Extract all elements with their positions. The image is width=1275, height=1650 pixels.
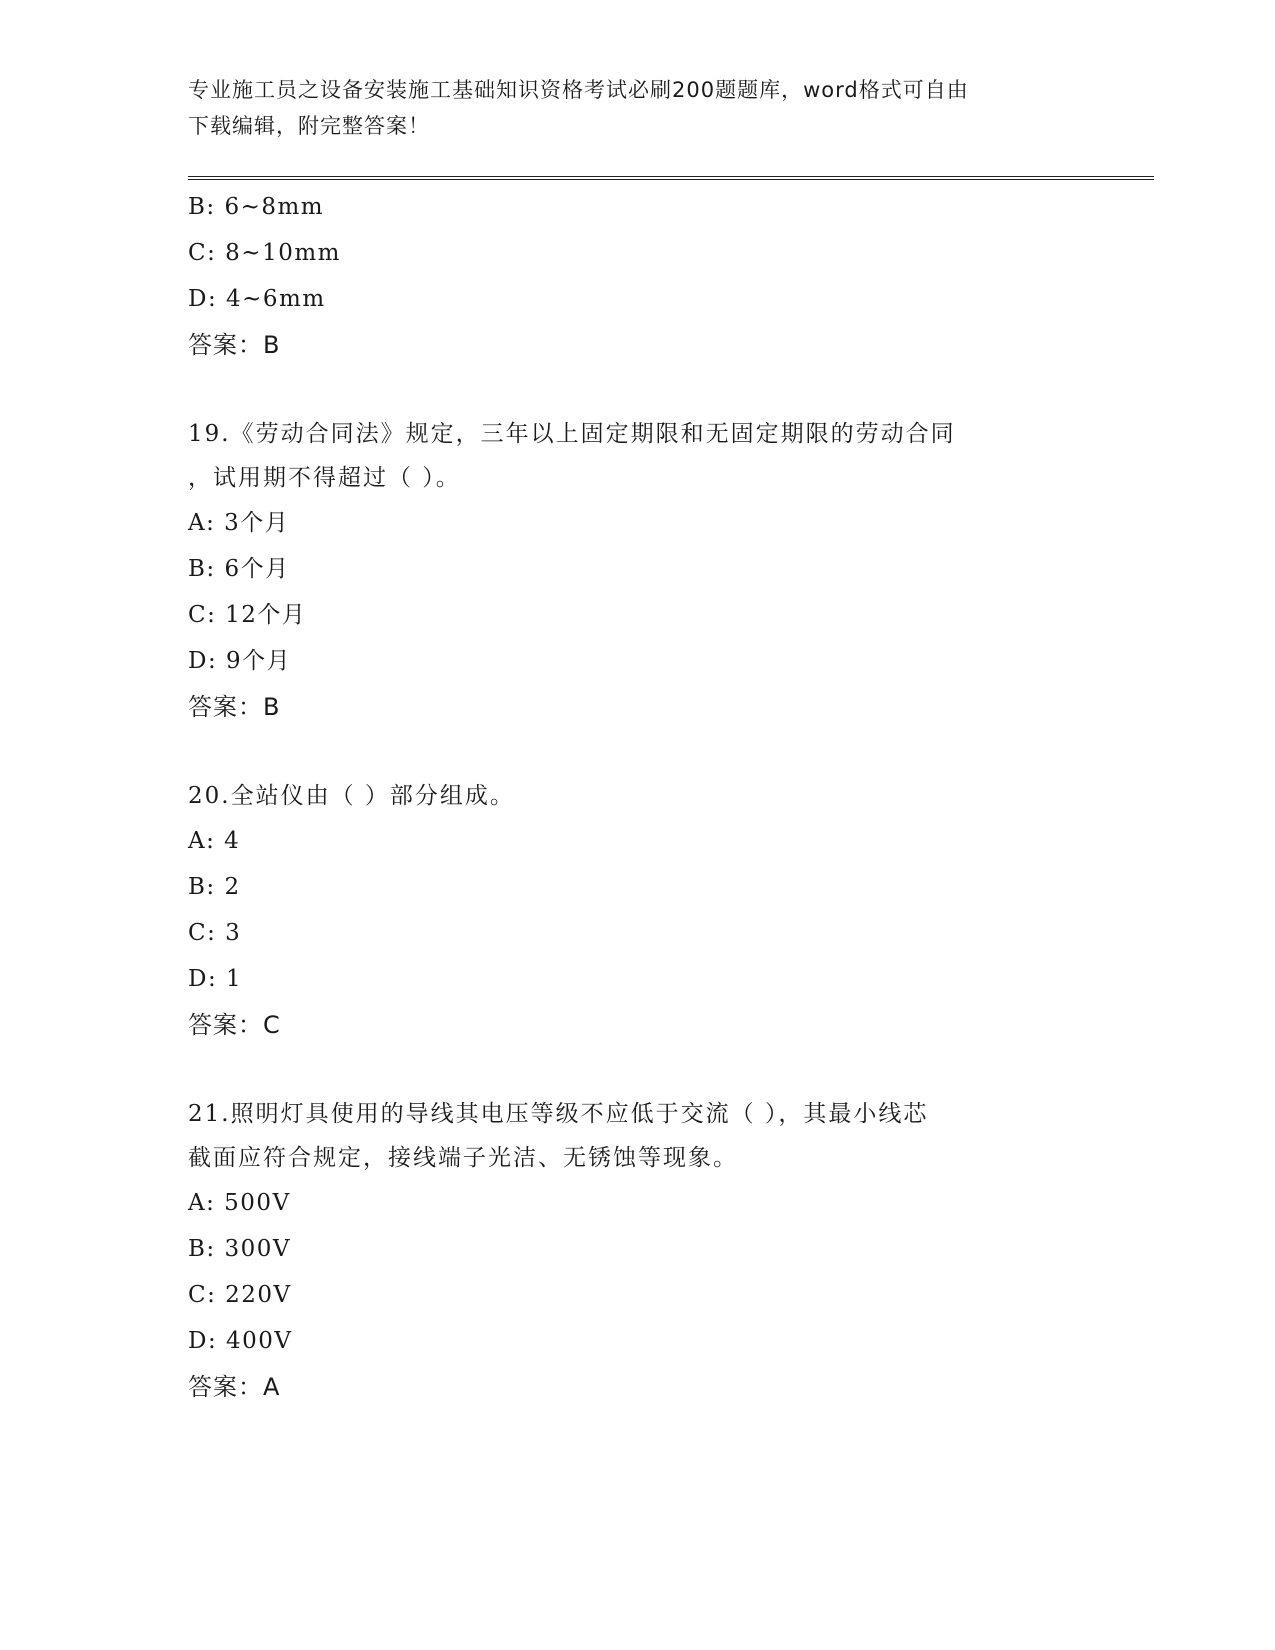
spacer — [188, 730, 1148, 774]
answer: 答案：B — [188, 331, 281, 359]
option-c: C: 12个月 — [188, 602, 307, 628]
option-d: D: 400V — [188, 1328, 293, 1354]
header-line-1: 专业施工员之设备安装施工基础知识资格考试必刷200题题库，word格式可自由 — [188, 78, 969, 102]
spacer — [188, 368, 1148, 412]
option-b: B: 6~8mm — [188, 194, 325, 220]
question-text-line-2: 截面应符合规定，接线端子光洁、无锈蚀等现象。 — [188, 1145, 738, 1171]
header-divider — [188, 176, 1154, 180]
option-d: D: 1 — [188, 966, 243, 992]
option-c: C: 220V — [188, 1282, 292, 1308]
document-header — [188, 72, 1068, 144]
question-text-line-1: 20.全站仪由（ ）部分组成。 — [188, 783, 515, 809]
answer: 答案：A — [188, 1373, 281, 1401]
document-page — [188, 72, 1148, 1410]
question-text-line-1: 21.照明灯具使用的导线其电压等级不应低于交流（ ），其最小线芯 — [188, 1101, 929, 1127]
answer: 答案：C — [188, 1011, 281, 1039]
question-text-line-1: 19.《劳动合同法》规定，三年以上固定期限和无固定期限的劳动合同 — [188, 421, 956, 447]
question-20 — [188, 774, 1148, 1048]
question-text — [188, 412, 1078, 500]
option-b: B: 300V — [188, 1236, 291, 1262]
spacer — [188, 1048, 1148, 1092]
question-18 — [188, 184, 1148, 368]
option-a: A: 3个月 — [188, 510, 290, 536]
option-d: D: 9个月 — [188, 648, 292, 674]
header-line-2: 下载编辑，附完整答案！ — [188, 114, 430, 138]
question-text — [188, 774, 1078, 818]
answer: 答案：B — [188, 693, 281, 721]
option-c: C: 3 — [188, 920, 242, 946]
option-a: A: 500V — [188, 1190, 291, 1216]
option-c: C: 8~10mm — [188, 240, 341, 266]
question-text — [188, 1092, 1078, 1180]
question-text-line-2: ，试用期不得超过（ ）。 — [188, 465, 461, 491]
option-b: B: 6个月 — [188, 556, 290, 582]
option-d: D: 4~6mm — [188, 286, 326, 312]
option-b: B: 2 — [188, 874, 241, 900]
question-21 — [188, 1092, 1148, 1410]
question-19 — [188, 412, 1148, 730]
option-a: A: 4 — [188, 828, 241, 854]
